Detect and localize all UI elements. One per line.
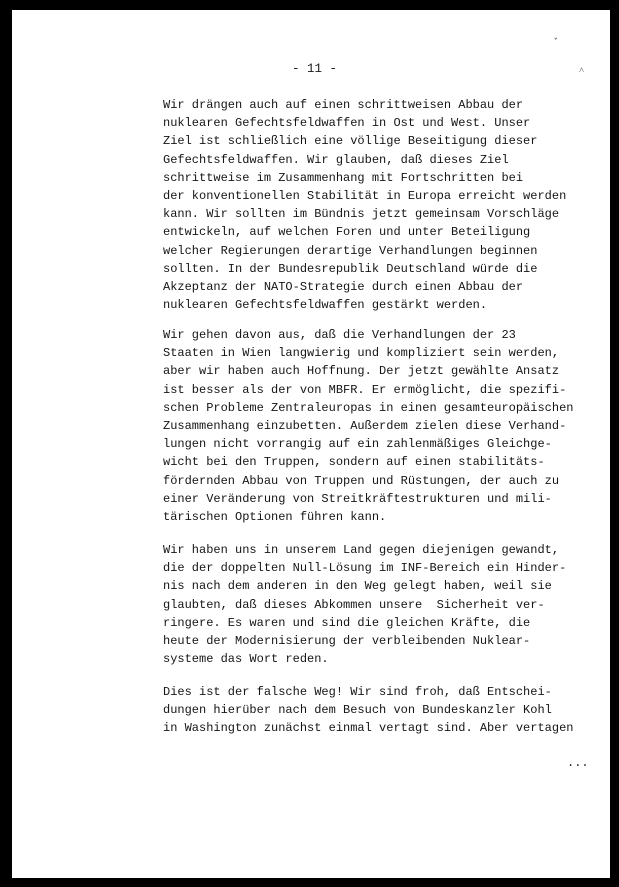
text-line: die der doppelten Null-Lösung im INF-Bereich ein Hinder- [163,561,567,576]
paragraph-4 [163,683,573,738]
text-line: glaubten, daß dieses Abkommen unsere Sicherheit ver- [163,597,545,612]
text-line: ist besser als der von MBFR. Er ermöglicht, die spezifi- [163,382,567,397]
continuation-marker: ... [567,756,589,770]
text-line: Akzeptanz der NATO-Strategie durch einen Abbau der [163,280,524,295]
text-line: Wir drängen auch auf einen schrittweisen Abbau der [163,98,524,112]
text-line: wicht bei den Truppen, sondern auf einen stabilitäts- [163,455,545,470]
text-line: nis nach dem anderen in den Weg gelegt haben, weil sie [163,579,552,594]
text-line: dungen hierüber nach dem Besuch von Bundeskanzler Kohl [163,703,552,718]
text-line: heute der Modernisierung der verbleibenden Nuklear- [163,634,531,649]
text-line: sollten. In der Bundesrepublik Deutschland würde die [163,261,538,276]
text-line: Ziel ist schließlich eine völlige Beseitigung dieser [163,134,538,149]
text-line: Zusammenhang einzubetten. Außerdem zielen diese Verhand- [163,419,567,434]
text-line: lungen nicht vorrangig auf ein zahlenmäßiges Gleichge- [163,437,552,452]
text-line: entwickeln, auf welchen Foren und unter Beteiligung [163,225,531,240]
paragraph-3 [163,541,566,668]
document-page [12,10,610,878]
text-line: Wir gehen davon aus, daß die Verhandlungen der 23 [163,328,516,342]
text-line: kann. Wir sollten im Bündnis jetzt gemeinsam Vorschläge [163,207,560,222]
text-line: ringere. Es waren und sind die gleichen Kräfte, die [163,615,531,630]
text-line: systeme das Wort reden. [163,652,329,667]
text-line: nuklearen Gefechtsfeldwaffen in Ost und West. Unser [163,116,531,131]
text-line: tärischen Optionen führen kann. [163,510,387,525]
text-line: schrittweise im Zusammenhang mit Fortschritten bei [163,170,524,185]
text-line: in Washington zunächst einmal vertagt sind. Aber vertagen [163,721,574,736]
paragraph-1 [163,96,566,314]
text-line: nuklearen Gefechtsfeldwaffen gestärkt werden. [163,298,488,313]
text-line: fördernden Abbau von Truppen und Rüstungen, der auch zu [163,473,560,488]
scan-speck: ˇ [553,38,559,48]
text-line: Gefechtsfeldwaffen. Wir glauben, daß dieses Ziel [163,152,509,167]
text-line: Staaten in Wien langwierig und kompliziert sein werden, [163,346,560,361]
text-line: Dies ist der falsche Weg! Wir sind froh, daß Entschei- [163,685,552,699]
text-line: schen Probleme Zentraleuropas in einen gesamteuropäischen [163,400,574,415]
scan-speck: ˄ [579,66,585,76]
text-line: der konventionellen Stabilität in Europa erreicht werden [163,189,567,204]
page-number: - 11 - [292,62,338,76]
text-line: Wir haben uns in unserem Land gegen diejenigen gewandt, [163,543,560,557]
text-line: aber wir haben auch Hoffnung. Der jetzt gewählte Ansatz [163,364,560,379]
text-line: welcher Regierungen derartige Verhandlungen beginnen [163,243,538,258]
paragraph-2 [163,326,573,526]
text-line: einer Veränderung von Streitkräftestrukturen und mili- [163,491,552,506]
